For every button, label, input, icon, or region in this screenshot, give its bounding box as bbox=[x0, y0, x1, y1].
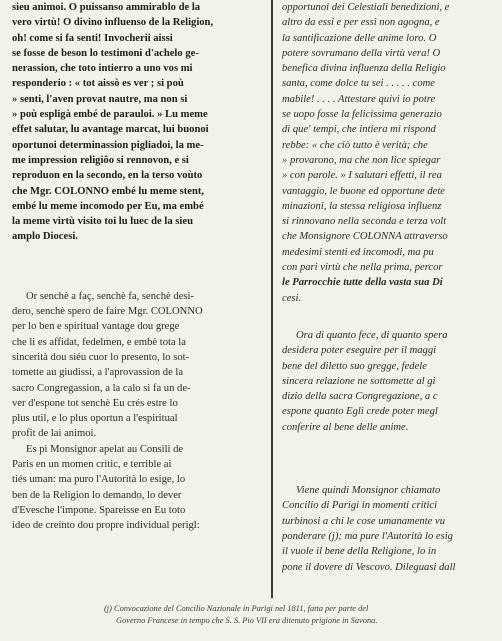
text-line: effet salutar, lu avantage marcat, lui buonoi bbox=[12, 124, 209, 136]
left-paragraph-3 bbox=[12, 442, 266, 534]
column-divider bbox=[271, 0, 273, 598]
text-line: il vuole il bene della Religione, lo in bbox=[282, 546, 437, 558]
right-column-italian-text bbox=[282, 0, 502, 575]
text-line: vantaggio, le buone ed opportune dete bbox=[282, 185, 445, 197]
paragraph-gap bbox=[282, 435, 502, 483]
text-line: tiés uman: ma puro l'Autorità lo esige, lo bbox=[12, 474, 186, 486]
text-line: espone quanto Egli crede poter megl bbox=[282, 406, 438, 418]
text-line: se fosse de beson lo testimoni d'achelo ge- bbox=[12, 47, 199, 59]
text-line: medesimi stenti ed incomodi, ma pu bbox=[282, 246, 434, 258]
text-line: oportunoi determinassion pigliadoi, la me- bbox=[12, 139, 204, 151]
right-paragraph-3 bbox=[282, 483, 502, 575]
left-column-nizzard-text bbox=[12, 0, 266, 534]
text-line: di que' tempi, che intiera mi rispond bbox=[282, 124, 436, 136]
text-line: se uopo fosse la felicissima generazio bbox=[282, 109, 442, 121]
right-paragraph-1 bbox=[282, 0, 502, 306]
text-line: responderio : « tot aissò es ver ; si poù bbox=[12, 78, 184, 90]
text-line: ponderare (j); ma pure l'Autorità lo esig bbox=[282, 530, 453, 542]
text-line: desidera poter eseguire per il maggi bbox=[282, 345, 437, 357]
text-line: bene del diletto suo gregge, fedele bbox=[282, 360, 427, 372]
text-line: tomette au giudissi, a l'aprovassion de la bbox=[12, 367, 184, 379]
text-line: plus util, e lo plus oportun a l'espiritual bbox=[12, 413, 178, 425]
text-line: sincera relazione ne sottomette al gi bbox=[282, 375, 436, 387]
text-line: conferire al bene delle anime. bbox=[282, 421, 409, 433]
text-line: la santificazione delle anime loro. O bbox=[282, 32, 437, 44]
footnote bbox=[104, 603, 502, 627]
text-line: benefica divina influenza della Religio bbox=[282, 63, 446, 75]
text-line: santa, come dolce tu sei . . . . . come bbox=[282, 78, 435, 90]
text-line: che li es affidat, fedelmen, e embè tota la bbox=[12, 336, 186, 348]
text-line: ben de la Religion lo demando, lo dever bbox=[12, 489, 182, 501]
text-line: per lo ben e spiritual vantage dou grege bbox=[12, 321, 180, 333]
paragraph-gap bbox=[12, 245, 266, 289]
text-line: sieu animoi. O puissanso ammirablo de la bbox=[12, 2, 201, 13]
text-line: vero virtù! O divino influenso de la Religion, bbox=[12, 17, 214, 29]
text-line: altro da essi e per essi non agogna, e bbox=[282, 17, 440, 29]
paragraph-gap bbox=[282, 306, 502, 328]
text-line: profit de lai animoi. bbox=[12, 428, 97, 440]
right-paragraph-2 bbox=[282, 328, 502, 435]
text-line: la meme virtù visito toi lu luec de la sieu bbox=[12, 216, 193, 228]
text-line: ver d'espone tot senchè Eu crés estre lo bbox=[12, 397, 178, 409]
text-line: con pari virtù che nella prima, percor bbox=[282, 262, 443, 274]
text-line: Ora di quanto fece, di quanto spera bbox=[296, 329, 448, 341]
text-line: sacro Congregassion, a la calo si fa un de- bbox=[12, 382, 191, 394]
text-line: » senti, l'aven provat nautre, ma non si bbox=[12, 93, 188, 105]
text-line: embé lu meme incomodo per Eu, ma embé bbox=[12, 200, 204, 212]
text-line: » poù espligà embé de parauloi. » Lu meme bbox=[12, 109, 208, 121]
text-line: Viene quindi Monsignor chiamato bbox=[296, 485, 441, 497]
text-line: dero, senchè spero de faire Mgr. COLONNO bbox=[12, 306, 203, 318]
text-line: mabile! . . . . Attestare quivi io potre bbox=[282, 93, 436, 105]
text-line: potere sovrumano della virtù vera! O bbox=[282, 47, 441, 59]
footnote-line: Governo Francese in tempo che S. S. Pio VII era ditenuto prigione in Savona. bbox=[116, 616, 378, 625]
text-line: amplo Diocesi. bbox=[12, 231, 78, 243]
left-paragraph-1 bbox=[12, 0, 266, 245]
text-line: reproduon en la secondo, en la terso voùto bbox=[12, 170, 203, 182]
text-line: » con parole. » I salutari effetti, il rea bbox=[282, 170, 442, 182]
text-line: che Monsignore COLONNA attraverso bbox=[282, 231, 448, 243]
text-line: opportunoi dei Celestiali benedizioni, e bbox=[282, 2, 450, 13]
text-line: turbinosi a chi le cose umanamente vu bbox=[282, 515, 445, 527]
text-line: » provarono, ma che non lice spiegar bbox=[282, 154, 441, 166]
text-line: dizio della sacra Congregazione, a c bbox=[282, 391, 438, 403]
text-line: che Mgr. COLONNO embé lu meme stent, bbox=[12, 185, 205, 197]
text-line: ideo de creinto dou propre individual perigl: bbox=[12, 520, 200, 532]
text-line: d'Evesche l'impone. Spareisse en Eu toto bbox=[12, 504, 186, 516]
footnote-line: (j) Convocazione del Concilio Nazionale in Parigi nel 1811, fatta per parte del bbox=[104, 604, 369, 613]
left-paragraph-2 bbox=[12, 289, 266, 442]
text-line: Concilio di Parigi in momenti critici bbox=[282, 500, 438, 512]
text-line: nerassion, che toto intierro a uno vos mi bbox=[12, 63, 193, 75]
text-line: minazioni, la stessa religiosa influenz bbox=[282, 200, 442, 212]
text-line: Es pi Monsignor apelat au Consili de bbox=[26, 443, 184, 455]
text-line: le Parrocchie tutte della vasta sua Di bbox=[282, 277, 443, 289]
text-line: pone il dovere di Vescovo. Dileguasi dall bbox=[282, 561, 456, 573]
text-line: oh! come si fa senti! Invocherii aissi bbox=[12, 32, 173, 44]
text-line: Or senchè a faç, senchè fa, senchè desi- bbox=[26, 290, 194, 302]
text-line: cesi. bbox=[282, 292, 302, 304]
text-line: sincerità dou siéu cuor lo presento, lo sot- bbox=[12, 351, 190, 363]
text-line: si rinnovano nella seconda e terza volt bbox=[282, 216, 447, 228]
text-line: rebbe: « che ciò tutto è verità; che bbox=[282, 139, 428, 151]
text-line: Paris en un momen critic, e terrible ai bbox=[12, 459, 172, 471]
text-line: me impression religiôo si rennovon, e si bbox=[12, 154, 189, 166]
